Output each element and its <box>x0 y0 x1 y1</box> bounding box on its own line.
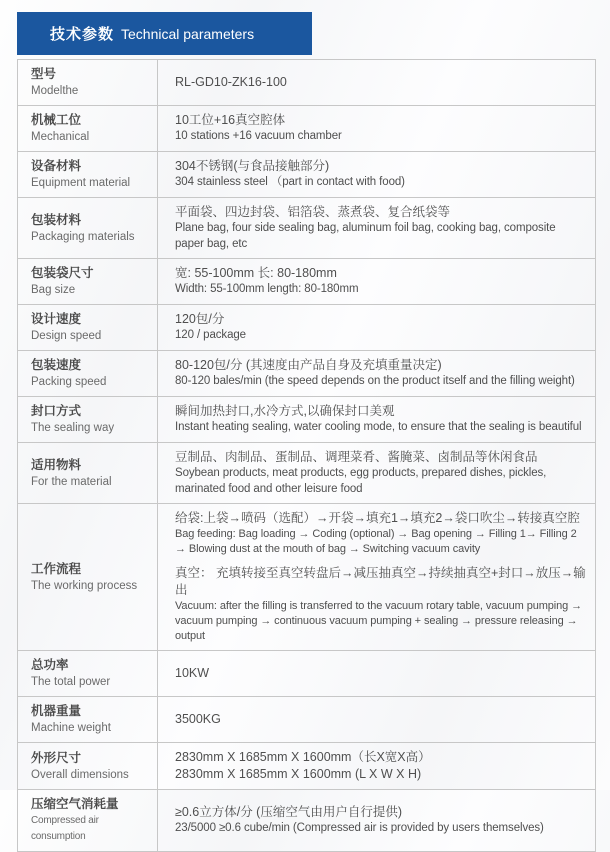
param-value-line: Instant heating sealing, water cooling mode, to ensure that the sealing is beautiful <box>175 421 582 434</box>
param-label-zh: 封口方式 <box>31 404 82 418</box>
param-value-line: 23/5000 ≥0.6 cube/min (Compressed air is provided by users themselves) <box>175 822 544 835</box>
param-value-line: 宽: 55-100mm 长: 80-180mm <box>175 266 337 281</box>
table-row <box>18 651 596 697</box>
param-value-cell <box>158 106 596 152</box>
table-row <box>18 743 596 790</box>
param-label-zh: 设计速度 <box>31 312 82 326</box>
param-label-en: Compressed air consumption <box>31 815 99 842</box>
param-value-cell <box>158 397 596 443</box>
param-label-en: The total power <box>31 676 111 688</box>
param-value-line: 2830mm X 1685mm X 1600mm (L X W X H) <box>175 767 422 781</box>
param-label-zh: 型号 <box>31 67 57 81</box>
param-label-cell <box>18 198 158 259</box>
param-value-line: 给袋:上袋→喷码（选配）→开袋→填充1→填充2→袋口吹尘→转接真空腔 <box>175 511 580 525</box>
param-label-en: The sealing way <box>31 422 115 434</box>
param-value-line: ≥0.6立方体/分 (压缩空气由用户自行提供) <box>175 805 403 820</box>
param-label-zh: 适用物料 <box>31 457 82 472</box>
param-value-cell <box>158 60 596 106</box>
param-value-line: 304 stainless steel （part in contact with food) <box>175 176 405 189</box>
param-label-en: Bag size <box>31 284 76 296</box>
param-value-line: Soybean products, meat products, egg products, prepared dishes, pickles, marinated food and other leisure food <box>175 467 547 495</box>
param-label-en: Overall dimensions <box>31 768 129 781</box>
param-label-cell <box>18 351 158 397</box>
param-label-cell <box>18 397 158 443</box>
param-label-cell <box>18 743 158 790</box>
section-title-zh: 技术参数 <box>50 26 115 43</box>
param-value-cell <box>158 351 596 397</box>
param-label-cell <box>18 152 158 198</box>
param-value-line: 120包/分 <box>175 312 225 327</box>
table-row <box>18 198 596 259</box>
param-value-line: 3500KG <box>175 712 221 726</box>
param-value-line: Width: 55-100mm length: 80-180mm <box>175 283 359 296</box>
param-label-cell <box>18 443 158 504</box>
param-label-cell <box>18 259 158 305</box>
param-label-en: Packaging materials <box>31 230 135 243</box>
param-value-cell <box>158 504 596 651</box>
technical-parameters-table <box>17 59 596 852</box>
param-value-cell <box>158 651 596 697</box>
param-label-en: Modelthe <box>31 85 79 97</box>
param-value-line: Vacuum: after the filling is transferred to the vacuum rotary table, vacuum pumping → vacuum pumping → continuous vacuum pumping + sealing → pressure releasing → output <box>175 600 583 642</box>
table-row <box>18 152 596 198</box>
param-label-zh: 总功率 <box>31 658 69 672</box>
table-row <box>18 259 596 305</box>
param-value-line: Plane bag, four side sealing bag, aluminum foil bag, cooking bag, composite paper bag, etc <box>175 222 556 250</box>
param-label-en: Design speed <box>31 330 102 342</box>
param-value-line: 10工位+16真空腔体 <box>175 113 286 128</box>
param-value-cell <box>158 790 596 852</box>
param-value-line: 80-120 bales/min (the speed depends on the product itself and the filling weight) <box>175 375 575 388</box>
section-title-en: Technical parameters <box>121 25 255 42</box>
param-label-zh: 包装材料 <box>31 212 82 227</box>
table-row <box>18 351 596 397</box>
param-label-en: The working process <box>31 579 138 592</box>
table-row <box>18 504 596 651</box>
param-value-cell <box>158 305 596 351</box>
param-value-cell <box>158 198 596 259</box>
param-label-zh: 机器重量 <box>31 704 82 718</box>
param-label-en: Mechanical <box>31 131 90 143</box>
param-value-cell <box>158 743 596 790</box>
table-row <box>18 697 596 743</box>
param-label-zh: 压缩空气消耗量 <box>31 797 119 811</box>
param-label-zh: 工作流程 <box>31 561 82 576</box>
param-value-cell <box>158 259 596 305</box>
param-label-cell <box>18 60 158 106</box>
param-value-cell <box>158 697 596 743</box>
param-value-line: 真空： 充填转接至真空转盘后→减压抽真空→持续抽真空+封口→放压→输出 <box>175 566 586 597</box>
param-value-line: 瞬间加热封口,水冷方式,以确保封口美观 <box>175 404 395 419</box>
param-label-zh: 包装袋尺寸 <box>31 266 94 280</box>
param-label-zh: 包装速度 <box>31 358 82 372</box>
param-label-en: Equipment material <box>31 177 131 189</box>
table-row <box>18 790 596 852</box>
section-header <box>17 12 312 55</box>
param-value-line: 10 stations +16 vacuum chamber <box>175 130 342 143</box>
param-label-cell <box>18 106 158 152</box>
param-label-cell <box>18 305 158 351</box>
table-row <box>18 397 596 443</box>
param-value-line: 80-120包/分 (其速度由产品自身及充填重量决定) <box>175 358 442 373</box>
param-value-line: 10KW <box>175 666 210 680</box>
param-value-line: 平面袋、四边封袋、铝箔袋、蒸煮袋、复合纸袋等 <box>175 205 451 219</box>
param-label-cell <box>18 790 158 852</box>
table-row <box>18 106 596 152</box>
param-value-line: Bag feeding: Bag loading → Coding (optional) → Bag opening → Filling 1→ Filling 2 → Blowing dust at the mouth of bag → Switching vacuum cavity <box>175 528 577 555</box>
param-label-zh: 外形尺寸 <box>31 750 82 765</box>
param-label-zh: 设备材料 <box>31 159 82 173</box>
param-label-cell <box>18 651 158 697</box>
param-label-cell <box>18 504 158 651</box>
param-label-en: For the material <box>31 475 112 488</box>
param-label-cell <box>18 697 158 743</box>
table-row <box>18 443 596 504</box>
param-value-line: RL-GD10-ZK16-100 <box>175 75 287 89</box>
param-value-line: 304不锈钢(与食品接触部分) <box>175 159 330 174</box>
param-value-cell <box>158 152 596 198</box>
param-value-line: 120 / package <box>175 329 246 342</box>
parameters-table-body <box>18 60 596 852</box>
param-value-line: 2830mm X 1685mm X 1600mm（长X宽X高） <box>175 750 431 764</box>
table-row <box>18 60 596 106</box>
param-value-cell <box>158 443 596 504</box>
table-row <box>18 305 596 351</box>
param-label-en: Packing speed <box>31 376 107 388</box>
param-label-en: Machine weight <box>31 722 111 734</box>
param-value-line: 豆制品、肉制品、蛋制品、调理菜肴、酱腌菜、卤制品等休闲食品 <box>175 450 538 464</box>
param-label-zh: 机械工位 <box>31 113 82 127</box>
